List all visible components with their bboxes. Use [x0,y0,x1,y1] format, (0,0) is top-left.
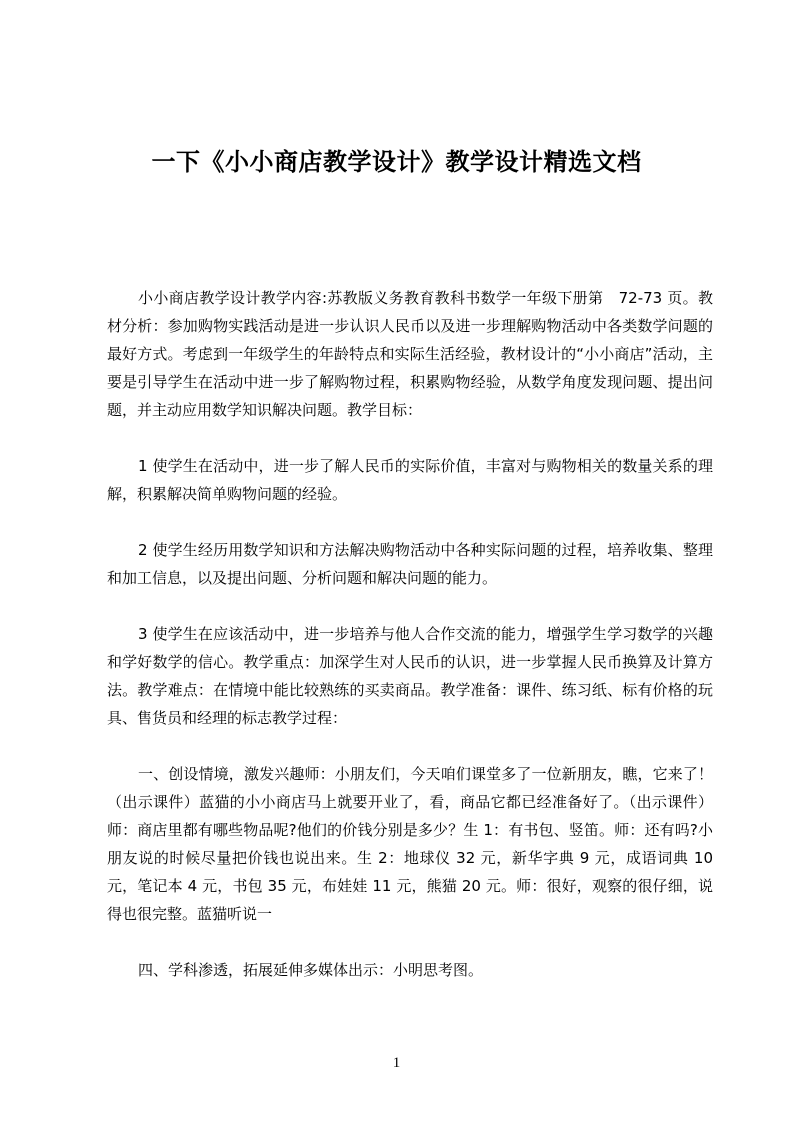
paragraph-goal-3: 3 使学生在应该活动中，进一步培养与他人合作交流的能力，增强学生学习数学的兴趣和学好数学的信心。教学重点：加深学生对人民币的认识，进一步掌握人民币换算及计算方法。教学难点：在情境中能比较熟练的买卖商品。教学准备：课件、练习纸、标有价格的玩具、售货员和经理的标志教学过程： [107,625,713,727]
document-body [107,284,713,1012]
page-number: 1 [392,1055,401,1071]
paragraph-step-1: 一、创设情境，激发兴趣师：小朋友们，今天咱们课堂多了一位新朋友，瞧，它来了！（出示课件）蓝猫的小小商店马上就要开业了，看，商品它都已经准备好了。（出示课件）师：商店里都有哪些物品呢?他们的价钱分别是多少？生 1：有书包、竖笛。师：还有吗?小朋友说的时候尽量把价钱也说出来。生 2：地球仪 32 元，新华字典 9 元，成语词典 10 元，笔记本 4 元，书包 35 元，布娃娃 11 元，熊猫 20 元。师：很好，观察的很仔细，说得也很完整。蓝猫听说一 [107,765,713,923]
paragraph-intro: 小小商店教学设计教学内容:苏教版义务教育教科书数学一年级下册第 72-73 页。教材分析：参加购物实践活动是进一步认识人民币以及进一步理解购物活动中各类数学问题的最好方式。考虑到一年级学生的年龄特点和实际生活经验，教材设计的“小小商店”活动，主要是引导学生在活动中进一步了解购物过程，积累购物经验，从数学角度发现问题、提出问题，并主动应用数学知识解决问题。教学目标： [107,289,713,419]
paragraph-goal-2: 2 使学生经历用数学知识和方法解决购物活动中各种实际问题的过程，培养收集、整理和加工信息，以及提出问题、分析问题和解决问题的能力。 [107,541,713,587]
paragraph-step-4: 四、学科渗透，拓展延伸多媒体出示：小明思考图。 [138,961,484,979]
paragraph-goal-1: 1 使学生在活动中，进一步了解人民币的实际价值，丰富对与购物相关的数量关系的理解，积累解决简单购物问题的经验。 [107,457,713,503]
document-title: 一下《小小商店教学设计》教学设计精选文档 [151,148,642,176]
